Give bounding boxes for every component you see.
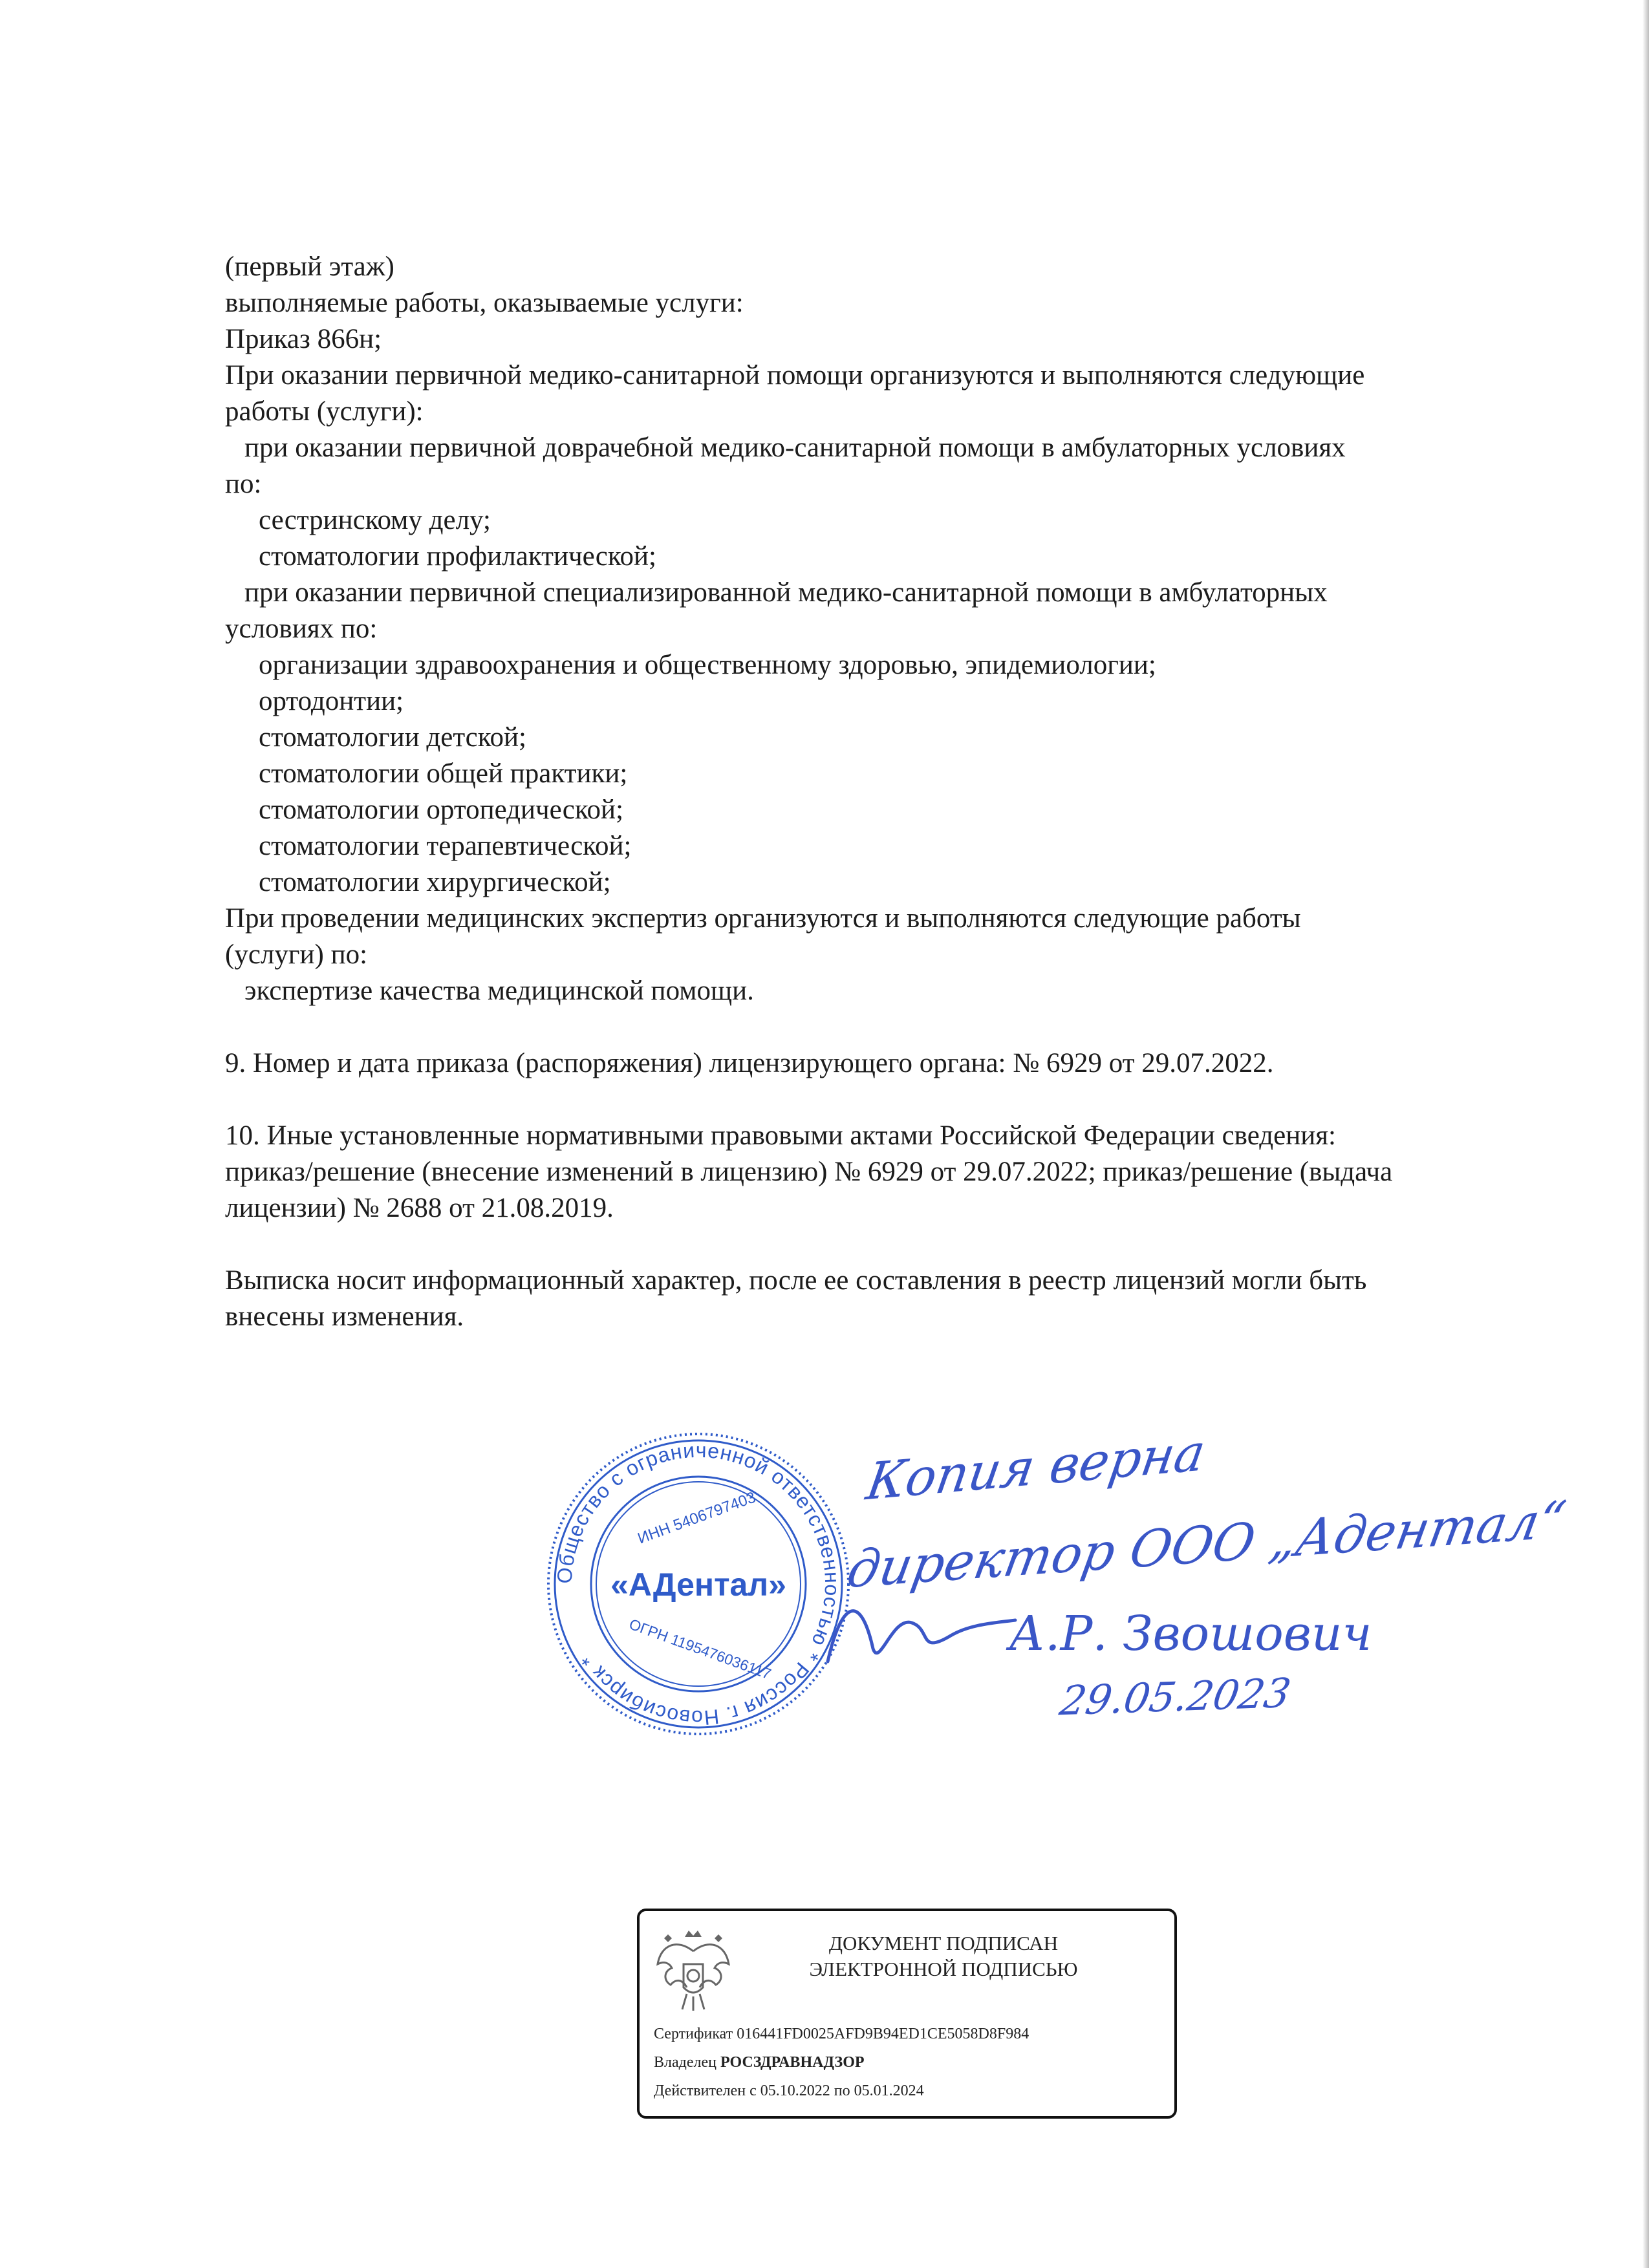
text-line: сестринскому делу;	[259, 505, 491, 535]
text-line: стоматологии терапевтической;	[259, 831, 632, 861]
text-line: стоматологии профилактической;	[259, 541, 656, 572]
text-line: при оказании первичной доврачебной медико-санитарной помощи в амбулаторных условиях	[244, 433, 1346, 463]
document-body	[225, 249, 1518, 1335]
seal-company-name: «АДентал»	[610, 1567, 786, 1603]
text-line: стоматологии общей практики;	[259, 758, 628, 789]
cert-number: 016441FD0025AFD9B94ED1CE5058D8F984	[737, 2026, 1029, 2042]
text-line: условиях по:	[225, 614, 378, 644]
item-10-line: лицензии) № 2688 от 21.08.2019.	[225, 1193, 614, 1223]
disclaimer-line: внесены изменения.	[225, 1301, 464, 1332]
handwritten-copy-certified: Копия верна	[862, 1423, 1209, 1512]
disclaimer-line: Выписка носит информационный характер, после ее составления в реестр лицензий могли быть	[225, 1265, 1367, 1296]
seal-inn: ИНН 5406797403	[635, 1488, 759, 1548]
text-line: стоматологии детской;	[259, 722, 526, 753]
text-line: При оказании первичной медико-санитарной помощи организуются и выполняются следующие	[225, 360, 1365, 390]
text-line: стоматологии ортопедической;	[259, 795, 624, 825]
owner-label: Владелец	[654, 2054, 717, 2071]
text-line: (первый этаж)	[225, 251, 394, 282]
text-line: работы (услуги):	[225, 396, 424, 427]
item-10-line: 10. Иные установленные нормативными правовыми актами Российской Федерации сведения:	[225, 1120, 1336, 1151]
item-9: 9. Номер и дата приказа (распоряжения) лицензирующего органа: № 6929 от 29.07.2022.	[225, 1048, 1274, 1078]
cert-label: Сертификат	[654, 2026, 733, 2042]
text-line: Приказ 866н;	[225, 324, 382, 354]
electronic-signature-box	[637, 1909, 1177, 2119]
signature-name: А.Р. Звошович	[1009, 1606, 1372, 1662]
owner-name: РОСЗДРАВНАДЗОР	[720, 2054, 865, 2071]
esignature-details	[654, 2020, 1029, 2105]
handwritten-signature	[802, 1578, 1487, 1681]
text-line: (услуги) по:	[225, 939, 368, 970]
text-line: При проведении медицинских экспертиз организуются и выполняются следующие работы	[225, 903, 1301, 934]
page-edge	[1643, 0, 1649, 2268]
item-10-line: приказ/решение (внесение изменений в лицензию) № 6929 от 29.07.2022; приказ/решение (выдача	[225, 1157, 1393, 1187]
handwritten-date: 29.05.2023	[1056, 1669, 1295, 1725]
text-line: по:	[225, 469, 262, 499]
text-line: стоматологии хирургической;	[259, 867, 611, 897]
seal-outer-text: Общество с ограниченной ответственностью * Россия г. Новосибирск *	[552, 1438, 845, 1730]
seal-ogrn: ОГРН 1195476036117	[627, 1615, 773, 1683]
text-line: экспертизе качества медицинской помощи.	[244, 976, 754, 1006]
esignature-title-line: ДОКУМЕНТ ПОДПИСАН	[828, 1932, 1059, 1954]
validity-period: Действителен с 05.10.2022 по 05.01.2024	[654, 2082, 924, 2099]
text-line: организации здравоохранения и общественному здоровью, эпидемиологии;	[259, 650, 1156, 680]
esignature-title-line: ЭЛЕКТРОННОЙ ПОДПИСЬЮ	[809, 1958, 1078, 1980]
text-line: ортодонтии;	[259, 686, 404, 716]
text-line: при оказании первичной специализированной медико-санитарной помощи в амбулаторных	[244, 577, 1328, 608]
coat-of-arms-icon	[651, 1925, 735, 2016]
text-line: выполняемые работы, оказываемые услуги:	[225, 288, 744, 318]
handwritten-director-title: директор ООО „Адентал“	[843, 1490, 1570, 1600]
esignature-heading	[730, 1931, 1157, 1982]
